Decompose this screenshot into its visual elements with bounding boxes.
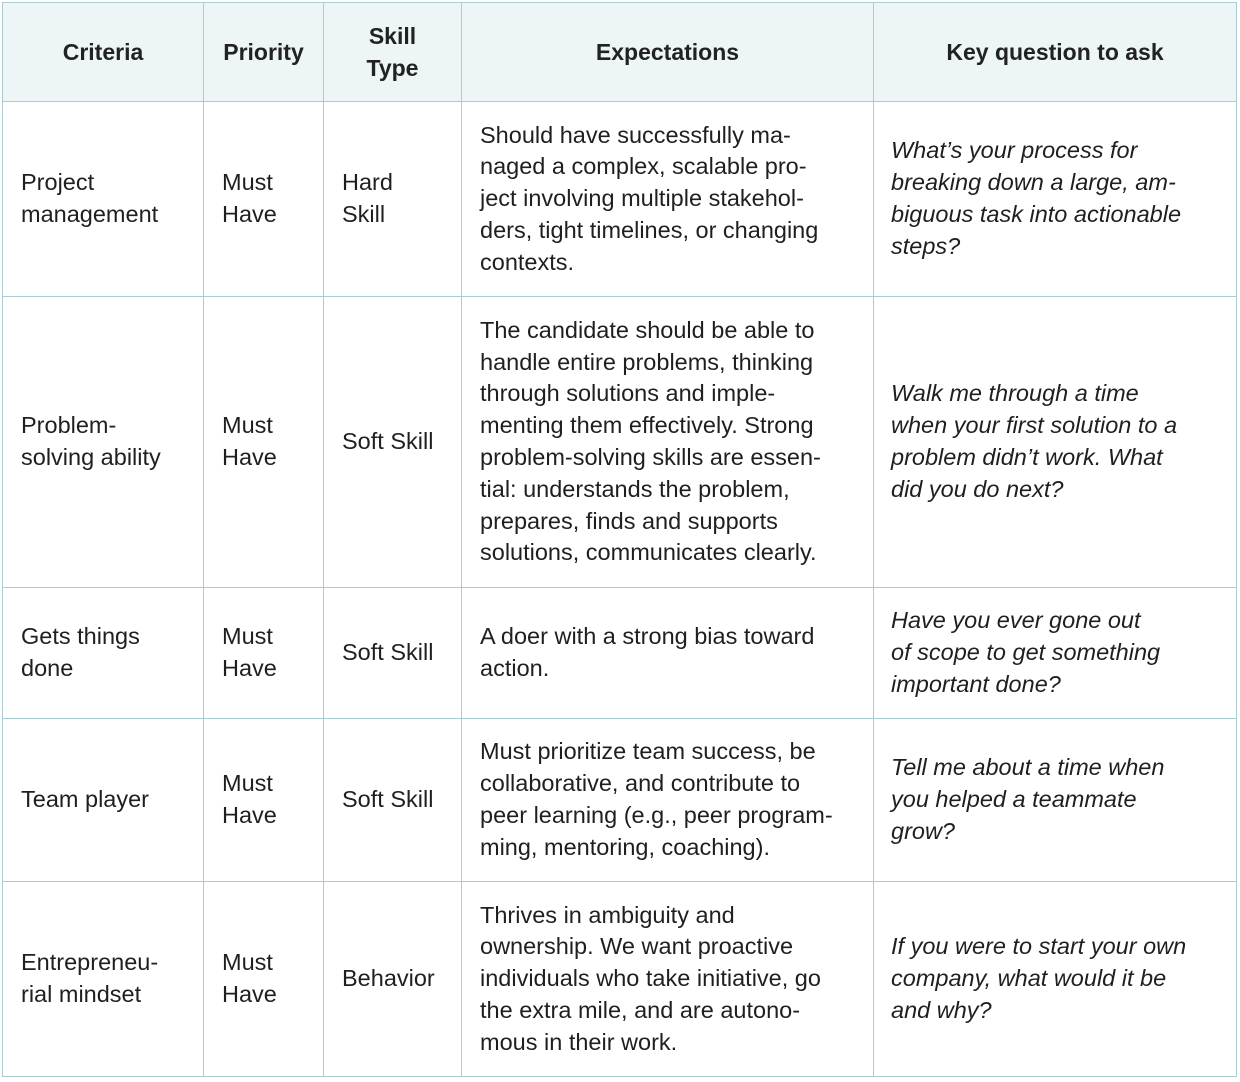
expectations-cell: A doer with a strong bias toward action. [462, 588, 874, 719]
priority-cell: Must Have [204, 102, 324, 297]
key-question-cell: If you were to start your own company, what would it be and why? [874, 882, 1237, 1077]
key-question-cell: Walk me through a time when your first solution to a problem didn’t work. What did you do next? [874, 297, 1237, 588]
criteria-cell: Project management [3, 102, 204, 297]
key-question-cell: What’s your process for breaking down a large, am- biguous task into actionable steps? [874, 102, 1237, 297]
priority-cell: Must Have [204, 719, 324, 882]
priority-cell: Must Have [204, 588, 324, 719]
key-question-cell: Tell me about a time when you helped a teammate grow? [874, 719, 1237, 882]
header-row [3, 3, 1237, 102]
expectations-cell: The candidate should be able to handle entire problems, thinking through solutions and imple- menting them effectively. Strong problem-solving skills are essen- tial: understands the problem, prepares, finds and supports solutions, communicates clearly. [462, 297, 874, 588]
header-criteria: Criteria [3, 3, 204, 102]
skill-type-cell: Hard Skill [324, 102, 462, 297]
criteria-cell: Entrepreneu- rial mindset [3, 882, 204, 1077]
table-row [3, 719, 1237, 882]
table-body [3, 102, 1237, 1077]
header-skill-type: Skill Type [324, 3, 462, 102]
skill-type-cell: Soft Skill [324, 719, 462, 882]
table-row [3, 882, 1237, 1077]
skill-type-cell: Soft Skill [324, 297, 462, 588]
header-expectations: Expectations [462, 3, 874, 102]
table-row [3, 588, 1237, 719]
criteria-cell: Gets things done [3, 588, 204, 719]
header-priority: Priority [204, 3, 324, 102]
expectations-cell: Should have successfully ma- naged a complex, scalable pro- ject involving multiple stakehol- ders, tight timelines, or changing contexts. [462, 102, 874, 297]
criteria-cell: Problem- solving ability [3, 297, 204, 588]
priority-cell: Must Have [204, 882, 324, 1077]
expectations-cell: Must prioritize team success, be collaborative, and contribute to peer learning (e.g., peer program- ming, mentoring, coaching). [462, 719, 874, 882]
priority-cell: Must Have [204, 297, 324, 588]
table-row [3, 102, 1237, 297]
skill-type-cell: Behavior [324, 882, 462, 1077]
header-key-question: Key question to ask [874, 3, 1237, 102]
key-question-cell: Have you ever gone out of scope to get something important done? [874, 588, 1237, 719]
criteria-cell: Team player [3, 719, 204, 882]
criteria-table-container [2, 2, 1237, 1077]
table-header [3, 3, 1237, 102]
skill-type-cell: Soft Skill [324, 588, 462, 719]
table-row [3, 297, 1237, 588]
expectations-cell: Thrives in ambiguity and ownership. We want proactive individuals who take initiative, go the extra mile, and are autono- mous in their work. [462, 882, 874, 1077]
hiring-criteria-table [2, 2, 1237, 1077]
